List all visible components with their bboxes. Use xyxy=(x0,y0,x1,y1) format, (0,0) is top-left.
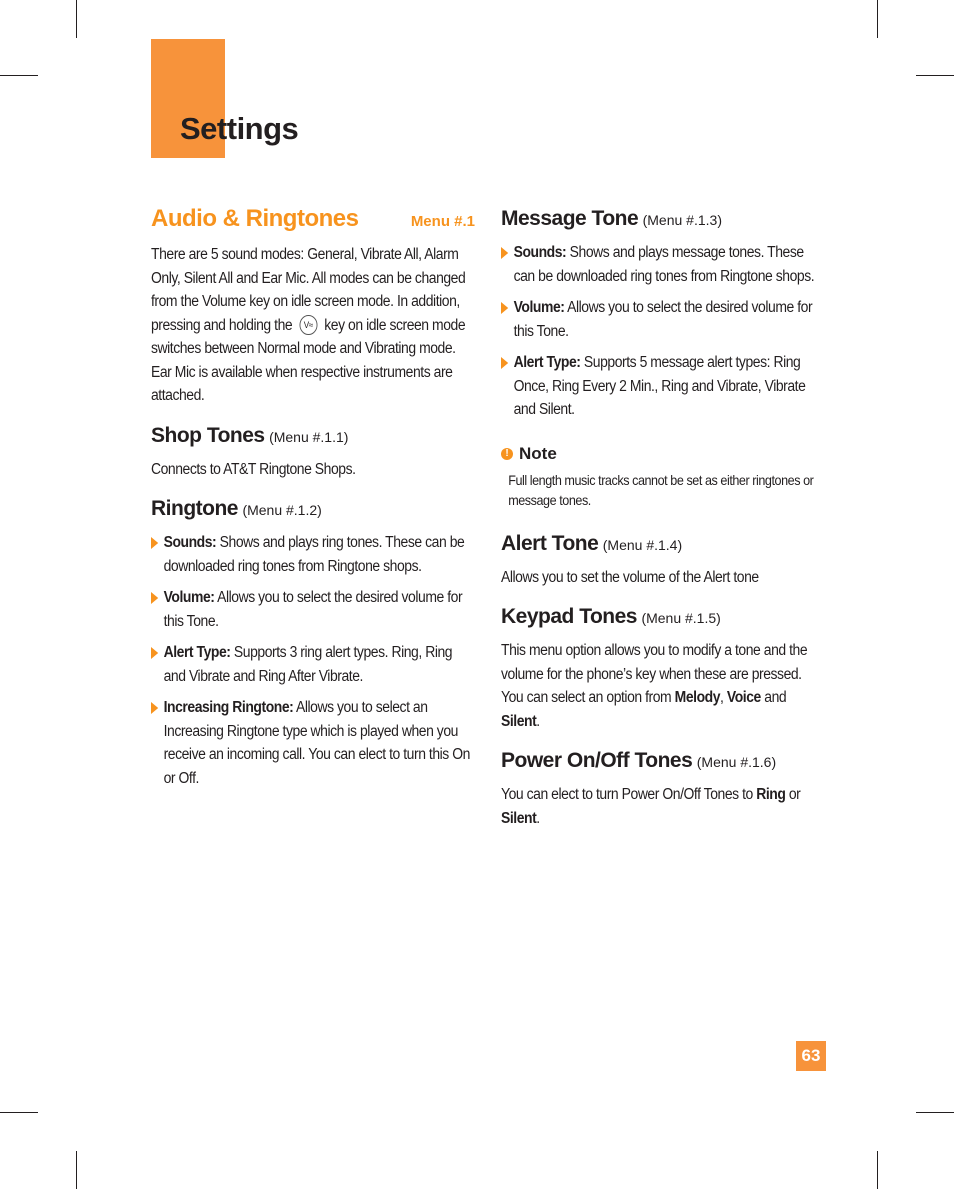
left-column xyxy=(151,205,475,798)
bullet-arrow-icon xyxy=(501,357,508,369)
sub-title: Power On/Off Tones xyxy=(501,749,693,772)
bullet-label: Alert Type: xyxy=(163,644,231,661)
keypad-tones-heading xyxy=(501,603,823,633)
ringtone-bullets xyxy=(151,531,475,790)
page-number: 63 xyxy=(796,1041,826,1071)
shop-tones-text: Connects to AT&T Ringtone Shops. xyxy=(151,460,356,478)
bullet-text: Shows and plays ring tones. These can be downloaded ring tones from Ringtone shops. xyxy=(163,534,465,575)
sub-title: Ringtone xyxy=(151,497,238,520)
bullet-text: Allows you to select the desired volume for this Tone. xyxy=(513,299,813,340)
right-column xyxy=(501,205,823,830)
crop-mark xyxy=(76,1151,77,1189)
sub-title: Message Tone xyxy=(501,207,639,230)
body-text: You can elect to turn Power On/Off Tones to xyxy=(501,786,753,803)
bullet-text: Supports 5 message alert types: Ring Once, Ring Every 2 Min., Ring and Vibrate, Vibrate and Silent. xyxy=(513,354,806,418)
power-tones-heading xyxy=(501,747,823,777)
bullet-label: Sounds: xyxy=(163,534,217,551)
alert-tone-heading xyxy=(501,530,823,560)
body-text: This menu option allows you to modify a tone and the volume for the phone’s key when these are pressed. You can select an option from xyxy=(501,642,808,706)
bullet-text: Allows you to select the desired volume for this Tone. xyxy=(163,589,463,630)
sub-menu-number: (Menu #.1.6) xyxy=(696,754,777,770)
crop-mark xyxy=(916,1112,954,1113)
bullet-arrow-icon xyxy=(501,247,508,259)
option-melody: Melody xyxy=(674,689,721,706)
list-item xyxy=(151,641,475,688)
crop-mark xyxy=(916,75,954,76)
separator: , xyxy=(720,689,724,706)
bullet-text: Shows and plays message tones. These can be downloaded ring tones from Ringtone shops. xyxy=(513,244,815,285)
sub-menu-number: (Menu #.1.1) xyxy=(269,428,349,445)
message-tone-bullets xyxy=(501,241,823,422)
list-item xyxy=(151,696,475,790)
intro-paragraph xyxy=(151,243,475,408)
bullet-arrow-icon xyxy=(501,302,508,314)
list-item xyxy=(501,241,823,288)
bullet-label: Volume: xyxy=(163,589,215,606)
power-tones-text xyxy=(501,783,823,830)
note-title: Note xyxy=(519,443,557,463)
bullet-text: Allows you to select an Increasing Ringtone type which is played when you receive an incoming call. You can elect to turn this On or Off. xyxy=(163,699,470,787)
crop-mark xyxy=(877,0,878,38)
sub-menu-number: (Menu #.1.3) xyxy=(642,212,722,228)
option-silent: Silent xyxy=(501,809,537,827)
section-header xyxy=(151,205,475,233)
crop-mark xyxy=(76,0,77,38)
separator: or xyxy=(788,786,801,803)
crop-mark xyxy=(0,75,38,76)
ringtone-heading xyxy=(151,495,475,525)
intro-text-continued: key on idle screen mode switches between Normal mode and Vibrating mode. Ear Mic is available when respective instruments are attached. xyxy=(151,316,466,404)
note-text: Full length music tracks cannot be set as either ringtones or message tones. xyxy=(508,471,814,508)
period: . xyxy=(536,809,540,827)
option-ring: Ring xyxy=(756,786,786,803)
sub-menu-number: (Menu #.1.5) xyxy=(641,610,721,626)
bullet-label: Volume: xyxy=(513,299,565,316)
keypad-tones-text xyxy=(501,639,823,733)
section-title: Audio & Ringtones xyxy=(151,205,359,232)
bullet-label: Increasing Ringtone: xyxy=(163,699,294,716)
section-menu-number: Menu #.1 xyxy=(410,213,475,230)
option-voice: Voice xyxy=(726,689,761,706)
period: . xyxy=(536,712,540,730)
sub-title: Keypad Tones xyxy=(501,605,637,628)
bullet-text: Supports 3 ring alert types. Ring, Ring and Vibrate and Ring After Vibrate. xyxy=(163,644,453,685)
sub-title: Alert Tone xyxy=(501,531,599,555)
bullet-label: Sounds: xyxy=(513,244,567,261)
shop-tones-heading xyxy=(151,422,475,452)
page-title: Settings xyxy=(180,111,299,146)
sub-menu-number: (Menu #.1.2) xyxy=(242,502,322,518)
list-item xyxy=(501,351,823,422)
alert-tone-text: Allows you to set the volume of the Alert tone xyxy=(501,568,759,586)
bullet-arrow-icon xyxy=(151,537,158,549)
list-item xyxy=(151,586,475,633)
bullet-arrow-icon xyxy=(151,647,158,659)
crop-mark xyxy=(877,1151,878,1189)
separator: and xyxy=(764,689,787,706)
note-heading xyxy=(501,444,823,464)
vibrate-key-icon: V≈ xyxy=(299,315,317,335)
intro-text: There are 5 sound modes: General, Vibrate All, Alarm Only, Silent All and Ear Mic. All modes can be changed from the Volume key on idle screen mode. In addition, pressing and holding the xyxy=(151,246,466,334)
crop-mark xyxy=(0,1112,38,1113)
option-silent: Silent xyxy=(501,712,537,730)
bullet-arrow-icon xyxy=(151,592,158,604)
info-icon: ! xyxy=(501,448,513,460)
sub-title: Shop Tones xyxy=(151,423,265,447)
bullet-label: Alert Type: xyxy=(513,354,581,371)
bullet-arrow-icon xyxy=(151,702,158,714)
message-tone-heading xyxy=(501,205,823,235)
list-item xyxy=(151,531,475,578)
sub-menu-number: (Menu #.1.4) xyxy=(602,536,683,553)
list-item xyxy=(501,296,823,343)
